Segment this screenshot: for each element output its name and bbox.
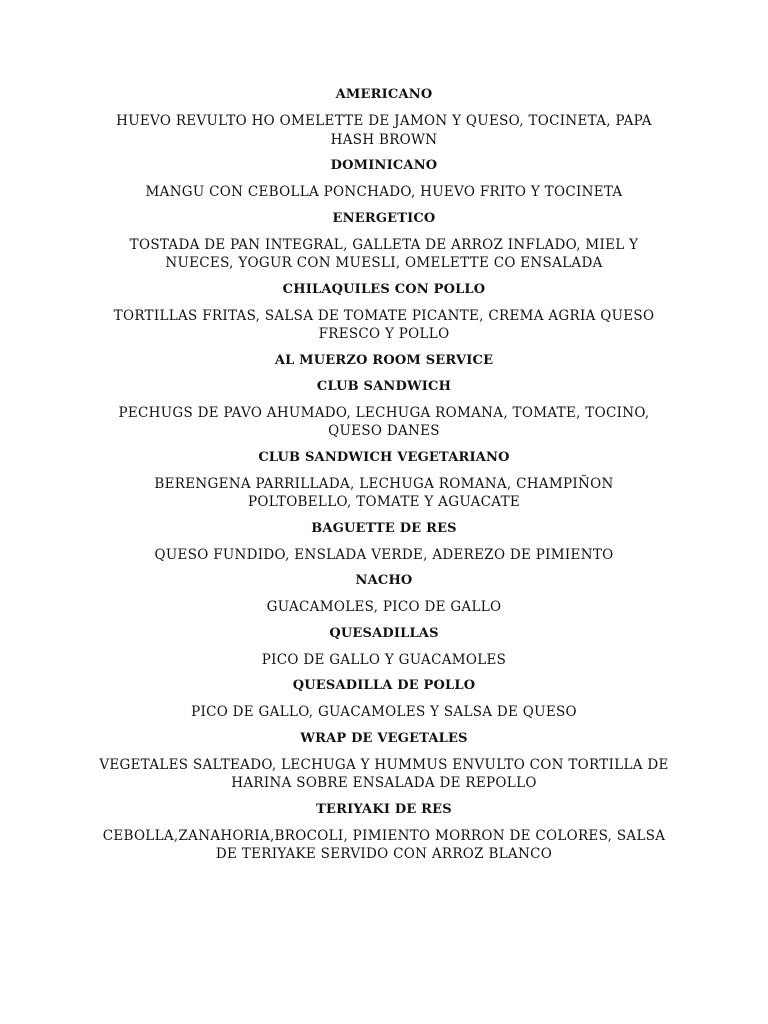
item-description: VEGETALES SALTEADO, LECHUGA Y HUMMUS ENVULTO CON TORTILLA DE HARINA SOBRE ENSALADA DE REPOLLO xyxy=(99,756,669,791)
item-description: PICO DE GALLO, GUACAMOLES Y SALSA DE QUESO xyxy=(191,704,577,720)
item-description: PECHUGS DE PAVO AHUMADO, LECHUGA ROMANA, TOMATE, TOCINO, QUESO DANES xyxy=(118,404,650,439)
item-title: QUESADILLAS xyxy=(329,625,439,641)
item-title: TERIYAKI DE RES xyxy=(316,801,452,817)
menu-item-americano xyxy=(0,86,768,149)
item-description: BERENGENA PARRILLADA, LECHUGA ROMANA, CHAMPIÑON POLTOBELLO, TOMATE Y AGUACATE xyxy=(154,475,614,510)
item-title: CLUB SANDWICH VEGETARIANO xyxy=(258,449,510,465)
item-description: PICO DE GALLO Y GUACAMOLES xyxy=(261,651,507,668)
menu-item-club-sandwich xyxy=(0,378,768,441)
item-description: QUESO FUNDIDO, ENSLADA VERDE, ADEREZO DE PIMIENTO xyxy=(154,546,614,563)
item-title: AMERICANO xyxy=(335,87,433,102)
menu-item-quesadillas xyxy=(0,625,768,670)
item-title: CHILAQUILES CON POLLO xyxy=(282,281,486,297)
menu-item-teriyaki xyxy=(0,801,768,864)
item-description: HUEVO REVULTO HO OMELETTE DE JAMON Y QUESO, TOCINETA, PAPA HASH BROWN xyxy=(116,113,652,148)
menu-document xyxy=(0,86,768,872)
menu-item-dominicano xyxy=(0,157,768,202)
item-title: BAGUETTE DE RES xyxy=(311,520,457,536)
menu-item-club-sandwich-vegetariano xyxy=(0,449,768,512)
menu-item-wrap-vegetales xyxy=(0,730,768,793)
item-description: TORTILLAS FRITAS, SALSA DE TOMATE PICANTE, CREMA AGRIA QUESO FRESCO Y POLLO xyxy=(113,307,655,342)
item-description: CEBOLLA,ZANAHORIA,BROCOLI, PIMIENTO MORRON DE COLORES, SALSA DE TERIYAKE SERVIDO CON ARROZ BLANCO xyxy=(102,827,666,862)
item-description: TOSTADA DE PAN INTEGRAL, GALLETA DE ARROZ INFLADO, MIEL Y NUECES, YOGUR CON MUESLI, OMELETTE CO ENSALADA xyxy=(129,236,639,271)
menu-item-nacho xyxy=(0,572,768,617)
item-description: MANGU CON CEBOLLA PONCHADO, HUEVO FRITO Y TOCINETA xyxy=(145,184,623,200)
section-title: AL MUERZO ROOM SERVICE xyxy=(274,352,494,368)
menu-item-baguette xyxy=(0,520,768,565)
item-description: GUACAMOLES, PICO DE GALLO xyxy=(266,599,502,615)
item-title: WRAP DE VEGETALES xyxy=(300,730,468,746)
item-title: QUESADILLA DE POLLO xyxy=(292,678,476,693)
item-title: ENERGETICO xyxy=(332,210,436,226)
item-title: NACHO xyxy=(355,573,413,588)
section-heading-almuerzo xyxy=(0,352,768,370)
menu-item-chilaquiles xyxy=(0,281,768,344)
item-title: DOMINICANO xyxy=(330,158,438,173)
menu-item-energetico xyxy=(0,210,768,273)
item-title: CLUB SANDWICH xyxy=(316,378,452,394)
menu-item-quesadilla-pollo xyxy=(0,677,768,722)
